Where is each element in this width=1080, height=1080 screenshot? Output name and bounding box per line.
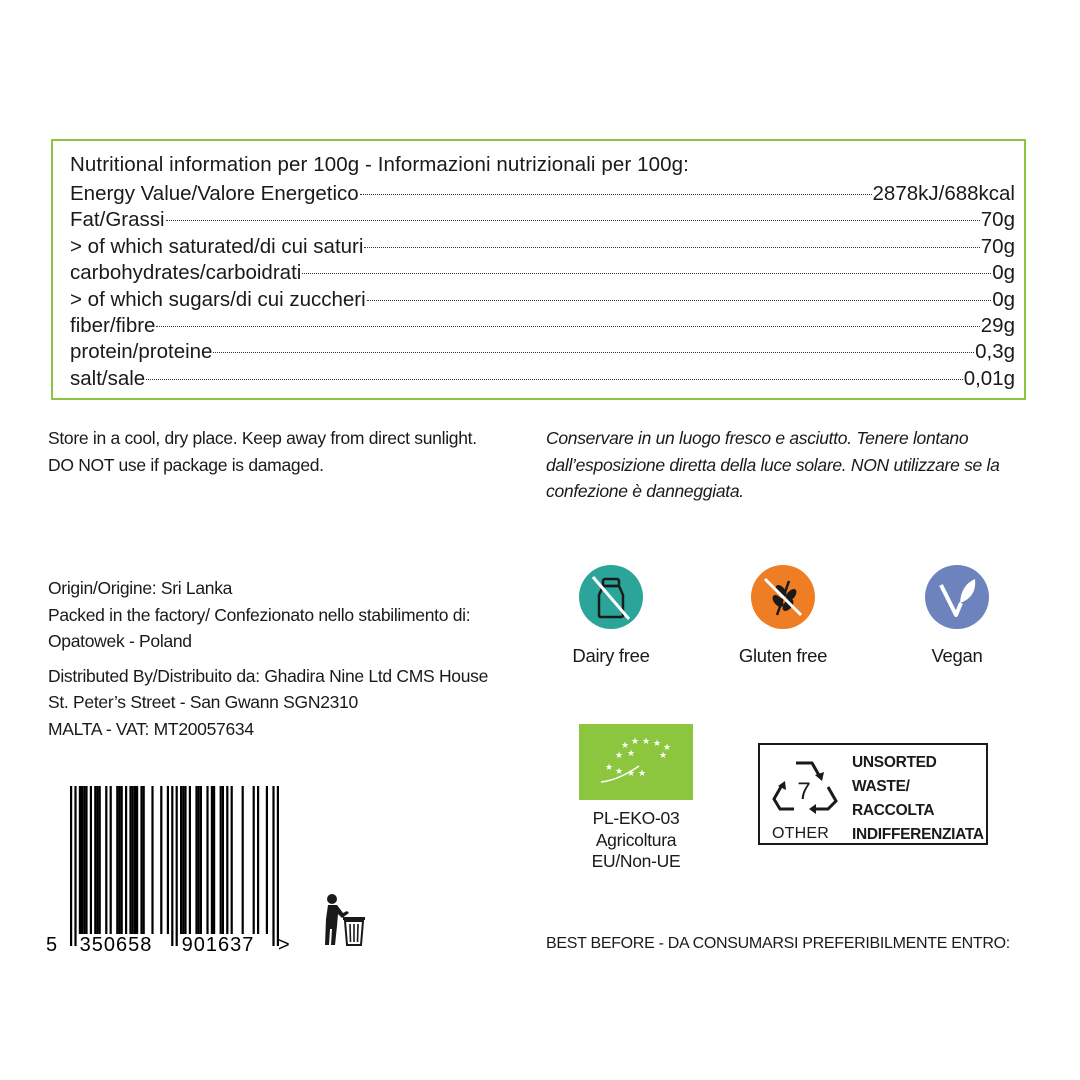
leader-dots (302, 273, 991, 274)
barcode-left-digits: 350658 (79, 934, 153, 956)
no-wheat-icon (751, 565, 815, 629)
street-line: St. Peter’s Street - San Gwann SGN2310 (48, 692, 358, 712)
barcode-bar (90, 786, 92, 934)
barcode-bar (74, 786, 76, 946)
barcode-bar (200, 786, 202, 934)
recycle-line: UNSORTED (852, 754, 937, 771)
storage-instructions-it (546, 425, 1016, 505)
barcode-bar (266, 786, 268, 934)
barcode-bar (160, 786, 162, 934)
leader-dots (360, 194, 872, 195)
recycle-code-label: OTHER (772, 825, 829, 842)
barcode-bar (116, 786, 118, 934)
nutrient-label: carbohydrates/carboidrati (70, 261, 302, 285)
barcode-bar (206, 786, 208, 934)
svg-text:★: ★ (626, 769, 636, 779)
tidyman-bin-icon (323, 893, 367, 949)
vegan-leaf-icon (925, 565, 989, 629)
storage-it-line: confezione è danneggiata. (546, 481, 744, 501)
nutrient-label: fiber/fibre (70, 313, 156, 337)
nutrition-row-sugars (70, 287, 1015, 313)
barcode-bar (220, 786, 222, 934)
barcode-bar (189, 786, 191, 934)
barcode-bar (182, 786, 184, 934)
badge-label: Dairy free (572, 645, 650, 666)
barcode-bar (99, 786, 101, 934)
barcode-bar (180, 786, 182, 934)
svg-text:★: ★ (614, 751, 624, 761)
leader-dots (213, 352, 974, 353)
nutrient-value: 0,3g (975, 340, 1015, 364)
leader-dots (156, 326, 979, 327)
barcode-bar (136, 786, 138, 934)
organic-agri: Agricoltura (595, 829, 677, 850)
nutrient-label: Energy Value/Valore Energetico (70, 182, 359, 205)
storage-it-line: dall’esposizione diretta della luce solare. NON utilizzare se la (546, 454, 1000, 475)
nutrition-rows (70, 181, 1015, 392)
nutrition-row-fiber (70, 313, 1015, 339)
nutrient-label: Fat/Grassi (70, 208, 165, 232)
barcode-bar (195, 786, 197, 934)
leader-dots (367, 300, 992, 301)
dairy-free-badge (546, 565, 676, 670)
barcode-bar (198, 786, 200, 934)
nutrition-row-salt (70, 366, 1015, 392)
leader-dots (166, 220, 980, 221)
svg-text:★: ★ (620, 741, 630, 751)
badge-label: Gluten free (738, 645, 828, 666)
organic-origin: EU/Non-UE (591, 851, 681, 871)
barcode-bar (79, 786, 81, 934)
nutrient-label: > of which saturated/di cui saturi (70, 234, 364, 258)
svg-text:★: ★ (614, 767, 624, 777)
factory-line: Opatowek - Poland (48, 631, 192, 651)
barcode-bar (171, 786, 173, 946)
organic-code: PL-EKO-03 (592, 808, 680, 828)
barcode-bar (257, 786, 259, 934)
no-milk-bottle-icon (579, 565, 643, 629)
leader-dots (146, 379, 962, 380)
storage-instructions-en (48, 425, 518, 478)
nutrition-row-carbohydrates (70, 260, 1015, 286)
packed-line: Packed in the factory/ Confezionato nello stabilimento di: (48, 604, 471, 625)
recycle-line: INDIFFERENZIATA (852, 826, 984, 843)
barcode-first-digit: 5 (46, 934, 58, 956)
barcode-bar (222, 786, 224, 934)
barcode-bar (105, 786, 107, 934)
barcode-bar (184, 786, 186, 934)
diet-badges (540, 565, 1030, 675)
barcode-bar (81, 786, 83, 934)
svg-text:★: ★ (630, 737, 640, 747)
barcode-bar (83, 786, 85, 934)
barcode-bar (118, 786, 120, 934)
best-before-label: BEST BEFORE - DA CONSUMARSI PREFERIBILMENTE ENTRO: (546, 935, 1010, 952)
nutrition-row-fat (70, 207, 1015, 233)
barcode-bar (272, 786, 274, 946)
barcode-bar (151, 786, 153, 934)
barcode-bar (129, 786, 131, 934)
recycle-line: RACCOLTA (852, 802, 935, 819)
barcode-bar (213, 786, 215, 934)
nutrient-value: 0g (992, 261, 1015, 285)
gluten-free-badge (718, 565, 848, 670)
nutrient-value: 0g (992, 287, 1015, 311)
barcode-bar (132, 786, 134, 934)
nutrition-row-saturated (70, 234, 1015, 260)
origin-info (48, 575, 518, 742)
svg-text:★: ★ (626, 749, 636, 759)
barcode-bar (134, 786, 136, 934)
distributor-line: Distributed By/Distribuito da: Ghadira Nine Ltd CMS House (48, 665, 489, 686)
nutrient-label: > of which sugars/di cui zuccheri (70, 287, 366, 311)
nutrition-panel (51, 139, 1026, 400)
svg-text:★: ★ (637, 769, 647, 779)
nutrition-heading: Nutritional information per 100g - Informazioni nutrizionali per 100g: (70, 153, 689, 176)
svg-text:★: ★ (604, 763, 614, 773)
nutrient-value: 70g (980, 234, 1015, 258)
barcode-bar (125, 786, 127, 934)
storage-en-line: Store in a cool, dry place. Keep away from direct sunlight. (48, 428, 477, 448)
barcode-bar (110, 786, 112, 934)
nutrition-row-protein (70, 339, 1015, 365)
storage-en-line: DO NOT use if package is damaged. (48, 454, 324, 475)
badge-label: Vegan (931, 645, 983, 666)
leader-dots (364, 247, 979, 248)
recycle-number: 7 (797, 778, 811, 805)
nutrition-row-energy (70, 181, 1015, 207)
nutrient-label: salt/sale (70, 366, 146, 390)
vegan-badge (892, 565, 1022, 670)
barcode-bar (211, 786, 213, 934)
barcode-bar (176, 786, 178, 946)
barcode-end-mark: > (278, 934, 290, 956)
barcode (46, 782, 296, 962)
storage-it-line: Conservare in un luogo fresco e asciutto. Tenere lontano (546, 428, 969, 448)
barcode-bar (231, 786, 233, 934)
barcode-bar (167, 786, 169, 934)
nutrient-value: 70g (980, 208, 1015, 232)
nutrient-label: protein/proteine (70, 340, 213, 364)
svg-text:★: ★ (662, 743, 672, 753)
recycle-text (852, 751, 984, 847)
malta-vat-line: MALTA - VAT: MT20057634 (48, 718, 254, 739)
recycle-line: WASTE/ (852, 778, 910, 795)
nutrient-value: 29g (980, 313, 1015, 337)
barcode-bar (85, 786, 87, 934)
organic-certification (560, 808, 712, 873)
svg-text:★: ★ (658, 751, 668, 761)
svg-text:★: ★ (652, 739, 662, 749)
barcode-bar (70, 786, 72, 946)
barcode-right-digits: 901637 (181, 934, 255, 956)
origin-line: Origin/Origine: Sri Lanka (48, 578, 233, 598)
recycle-triangle-icon (766, 753, 842, 817)
eu-organic-leaf-logo (579, 724, 693, 800)
spacer (48, 655, 518, 663)
barcode-bar (242, 786, 244, 934)
barcode-bar (226, 786, 228, 934)
barcode-bar (140, 786, 142, 934)
nutrient-value: 2878kJ/688kcal (872, 182, 1015, 205)
barcode-bar (253, 786, 255, 934)
barcode-bar (143, 786, 145, 934)
recycling-box (758, 743, 988, 845)
nutrient-value: 0,01g (963, 366, 1015, 390)
svg-text:★: ★ (641, 737, 651, 747)
barcode-bar (121, 786, 123, 934)
barcode-bar (94, 786, 96, 934)
barcode-bar (277, 786, 279, 946)
barcode-bar (96, 786, 98, 934)
